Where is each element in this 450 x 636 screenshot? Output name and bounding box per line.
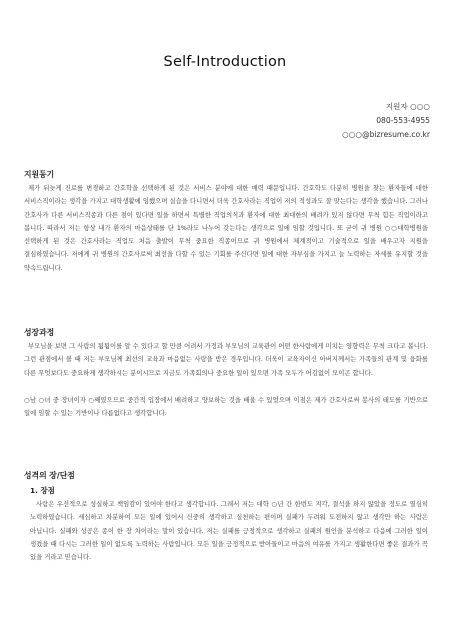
- growth-heading: 성장과정: [24, 328, 55, 337]
- strengths-heading: 성격의 장/단점: [24, 471, 75, 480]
- page-title: Self-Introduction: [163, 54, 287, 70]
- growth-body-2: ○남 ○녀 중 장녀이자 ○째였으므로 중간적 입장에서 배려하고 양보하는 것을 배울 수 있었으며 이점은 제가 간호사로써 봉사의 태도를 기반으로 일에 임할 수 있는 기반이나 다름없다고 생각합니다.: [24, 397, 428, 418]
- strengths-body: 사람은 우선적으로 성실하고 책임감이 있어야 한다고 생각합니다. 그래서 저는 대학 ○년 간 한번도 지각, 결석을 하지 않았을 정도로 열심히 노력하였습니다. 세심하고 차분하여 모든 일에 있어서 신중히 생각하고 실천하는 편이며 실패가 두려워 도전하지 않고 생각만 하는 사람은 아닙니다. 실패와 성공은 종이 한 장 차이라는 말이 있습니다. 저는 실패를 긍정적으로 생각하고 실패의 원인을 분석하고 다음에 그러한 일이 생겼을 때 다시는 그러한 일이 없도록 노력하는 사람입니다. 모든 일을 긍정적으로 받아들이고 마음의 여유를 가지고 생활한다면 좋은 결과가 꼭 있을 거라고 믿습니다.: [30, 501, 428, 562]
- motivation-body: 제가 뒤늦게 진로를 변경하고 간호학을 선택하게 된 것은 서비스 분야에 대한 매력 때문입니다. 간호학도 다분히 병원을 찾는 환자들에 대한 서비스직이라는 생각을 가지고 대학생활에 임했으며 실습을 다니면서 더욱 간호사라는 직업이 저의 적성과도 잘 맞는다는 생각을 했습니다. 그러나 간호사가 다른 서비스직종과 다른 점이 있다면 일을 하면서 특별한 직업의식과 환자에 대한 최대한의 배려가 있지 않다면 무척 힘든 직업이라고 봅니다. 따라서 저는 항상 내가 환자의 마음상태를 단 1%라도 나누어 갖는다는 생각으로 일에 임할 것입니다. 또 굳이 귀 병원 ○○대학병원을 선택하게 된 것은 간호사라는 직업도 처음 출발이 무척 중요한 직종이므로 귀 병원에서 체계적이고 기술적으로 일을 배우고자 지원을 결심하였습니다. 저에게 귀 병원의 간호사로써 최선을 다할 수 있는 기회를 주신다면 일에 대한 자부심을 가지고 늘 노력하는 자세를 유지할 것을 약속드립니다.: [24, 185, 428, 272]
- growth-body-1: 부모님을 보면 그 사람의 됨됨이를 알 수 있다고 할 만큼 어려서 가정과 부모님의 교육관이 어떤 한사람에게 미치는 영향력은 무척 크다고 봅니다. 그런 관점에서 볼 때 저는 부모님께 최선의 교육과 마음없는 사랑을 받은 경우입니다. 더욱이 교육자이신 아버지께서는 가족들의 관계 및 융화를 다른 무엇보다도 중요하게 생각하시는 분이시므로 지금도 가족회의나 중요한 일이 있으면 가족 모두가 어김없이 모이곤 합니다.: [24, 343, 428, 377]
- contact-info: [342, 100, 430, 142]
- motivation-heading: 지원동기: [24, 170, 55, 179]
- phone-number: 080-553-4955: [376, 116, 430, 125]
- applicant-name: 지원자 ○○○: [385, 102, 430, 111]
- strengths-subheading: 1. 장점: [30, 486, 55, 495]
- email-address: ○○○@bizresume.co.kr: [342, 130, 430, 139]
